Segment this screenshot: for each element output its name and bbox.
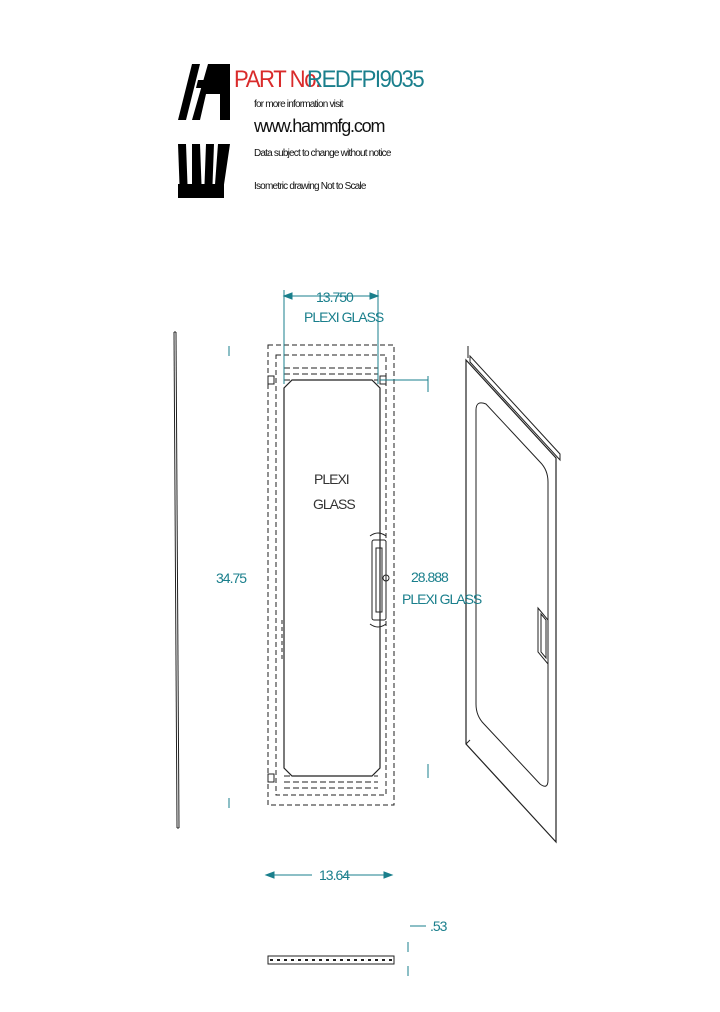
edge-view bbox=[268, 956, 394, 964]
top-width-label: PLEXI GLASS bbox=[304, 309, 384, 325]
top-width-dimension: 13.750 bbox=[316, 289, 353, 305]
center-glass-label-2: GLASS bbox=[313, 496, 355, 512]
corner-brackets bbox=[268, 376, 386, 782]
part-label: PART No. bbox=[234, 66, 320, 93]
website-link[interactable]: www.hammfg.com bbox=[254, 116, 385, 136]
front-view-rails bbox=[284, 368, 378, 788]
glass-height-label: PLEXI GLASS bbox=[402, 591, 482, 607]
bottom-width-dimension: 13.64 bbox=[319, 867, 350, 883]
info-line: for more information visit bbox=[254, 99, 343, 110]
glass-opening bbox=[284, 380, 380, 776]
disclaimer: Data subject to change without notice bbox=[254, 148, 391, 159]
thickness-dimension: .53 bbox=[430, 918, 447, 934]
glass-height-dimension: 28.888 bbox=[411, 569, 448, 585]
part-number: REDFPI9035 bbox=[307, 66, 424, 93]
front-view-frame bbox=[268, 345, 394, 805]
overall-height-dimension: 34.75 bbox=[216, 570, 247, 586]
side-profile-view bbox=[174, 332, 179, 828]
scale-note: Isometric drawing Not to Scale bbox=[254, 181, 366, 192]
center-glass-label-1: PLEXI bbox=[314, 471, 349, 487]
